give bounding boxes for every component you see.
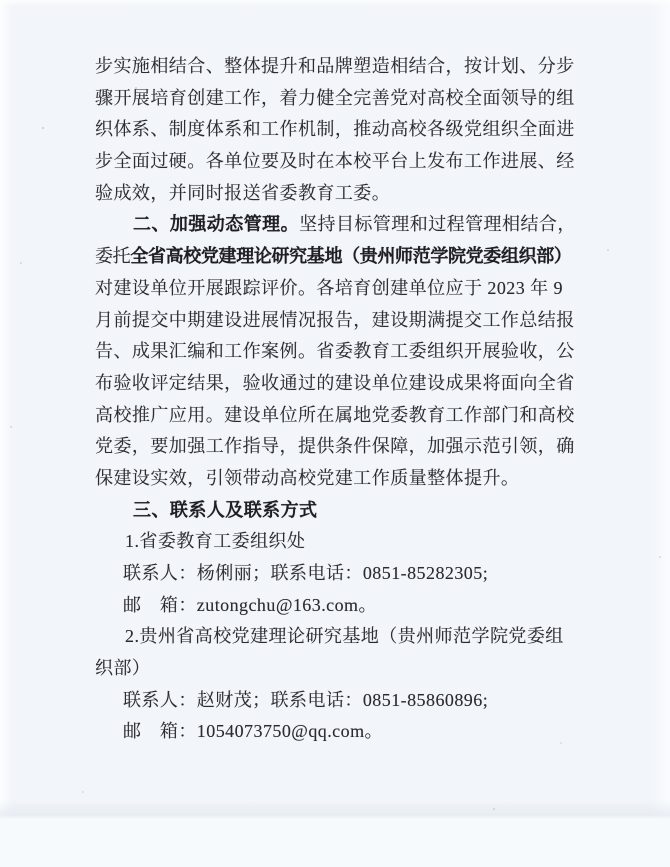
text-segment: 保建设实效，引领带动高校党建工作质量整体提升。 — [95, 467, 520, 488]
document-line — [95, 273, 581, 305]
text-segment: 验成效，并同时报送省委教育工委。 — [95, 182, 391, 203]
text-segment: 织部） — [95, 658, 151, 679]
document-line-contact-email-2 — [95, 716, 581, 748]
text-segment: 联系人：杨俐丽；联系电话：0851-85282305; — [123, 563, 489, 583]
document-line — [95, 368, 581, 400]
document-line — [95, 146, 581, 178]
document-line — [95, 305, 581, 337]
document-line — [95, 463, 581, 495]
text-segment: 委托 — [95, 246, 131, 267]
text-segment: 步实施相结合、整体提升和品牌塑造相结合，按计划、分步 — [95, 56, 575, 76]
text-segment: 党委，要加强工作指导，提供条件保障，加强示范引领，确 — [95, 436, 575, 457]
document-line-contact-unit-2 — [95, 621, 581, 653]
text-segment: 1.省委教育工委组织处 — [125, 531, 306, 552]
document-line — [95, 431, 581, 463]
text-segment: 邮 箱：zutongchu@163.com。 — [123, 594, 377, 615]
document-line-section-3-heading — [95, 495, 581, 527]
document-line-contact-unit-1 — [95, 526, 581, 558]
section-heading-text: 三、联系人及联系方式 — [133, 499, 318, 520]
text-segment: 邮 箱：1054073750@qq.com。 — [123, 721, 383, 742]
text-segment: 联系人：赵财茂；联系电话：0851-85860896; — [123, 689, 489, 710]
text-segment: 布验收评定结果，验收通过的建设单位建设成果将面向全省 — [95, 372, 575, 393]
text-segment: 织体系、制度体系和工作机制，推动高校各级党组织全面进 — [95, 119, 575, 140]
text-segment: 步全面过硬。各单位要及时在本校平台上发布工作进展、经 — [95, 151, 575, 172]
text-segment: 骤开展培育创建工作，着力健全完善党对高校全面领导的组 — [95, 87, 575, 108]
bold-text-segment: 全省高校党建理论研究基地（贵州师范学院党委组织部） — [130, 246, 572, 267]
document-line-contact-email-1 — [95, 590, 581, 622]
document-line — [95, 336, 581, 368]
document-line-contact-person-1 — [95, 558, 581, 590]
document-line — [95, 400, 581, 432]
document-line — [95, 114, 581, 146]
document-line — [95, 51, 581, 83]
document-line — [95, 241, 581, 273]
text-segment: 告、成果汇编和工作案例。省委教育工委组织开展验收，公 — [95, 341, 575, 362]
text-segment: 坚持目标管理和过程管理相结合， — [299, 214, 576, 235]
text-segment: 2.贵州省高校党建理论研究基地（贵州师范学院党委组 — [125, 626, 564, 647]
scan-noise-speckles — [0, 0, 2, 2]
text-segment: 月前提交中期建设进展情况报告，建设期满提交工作总结报 — [95, 309, 575, 330]
document-line — [95, 178, 581, 210]
document-line-contact-person-2 — [95, 685, 581, 717]
document-line — [95, 653, 581, 685]
document-line-section-2-heading — [95, 209, 581, 241]
document-line — [95, 83, 581, 115]
document-text-block — [95, 51, 581, 748]
scan-bottom-edge — [0, 800, 670, 867]
text-segment: 高校推广应用。建设单位所在属地党委教育工作部门和高校 — [95, 404, 575, 425]
text-segment: 对建设单位开展跟踪评价。各培育创建单位应于 2023 年 9 — [95, 277, 563, 298]
section-heading-text: 二、加强动态管理。 — [133, 214, 300, 235]
